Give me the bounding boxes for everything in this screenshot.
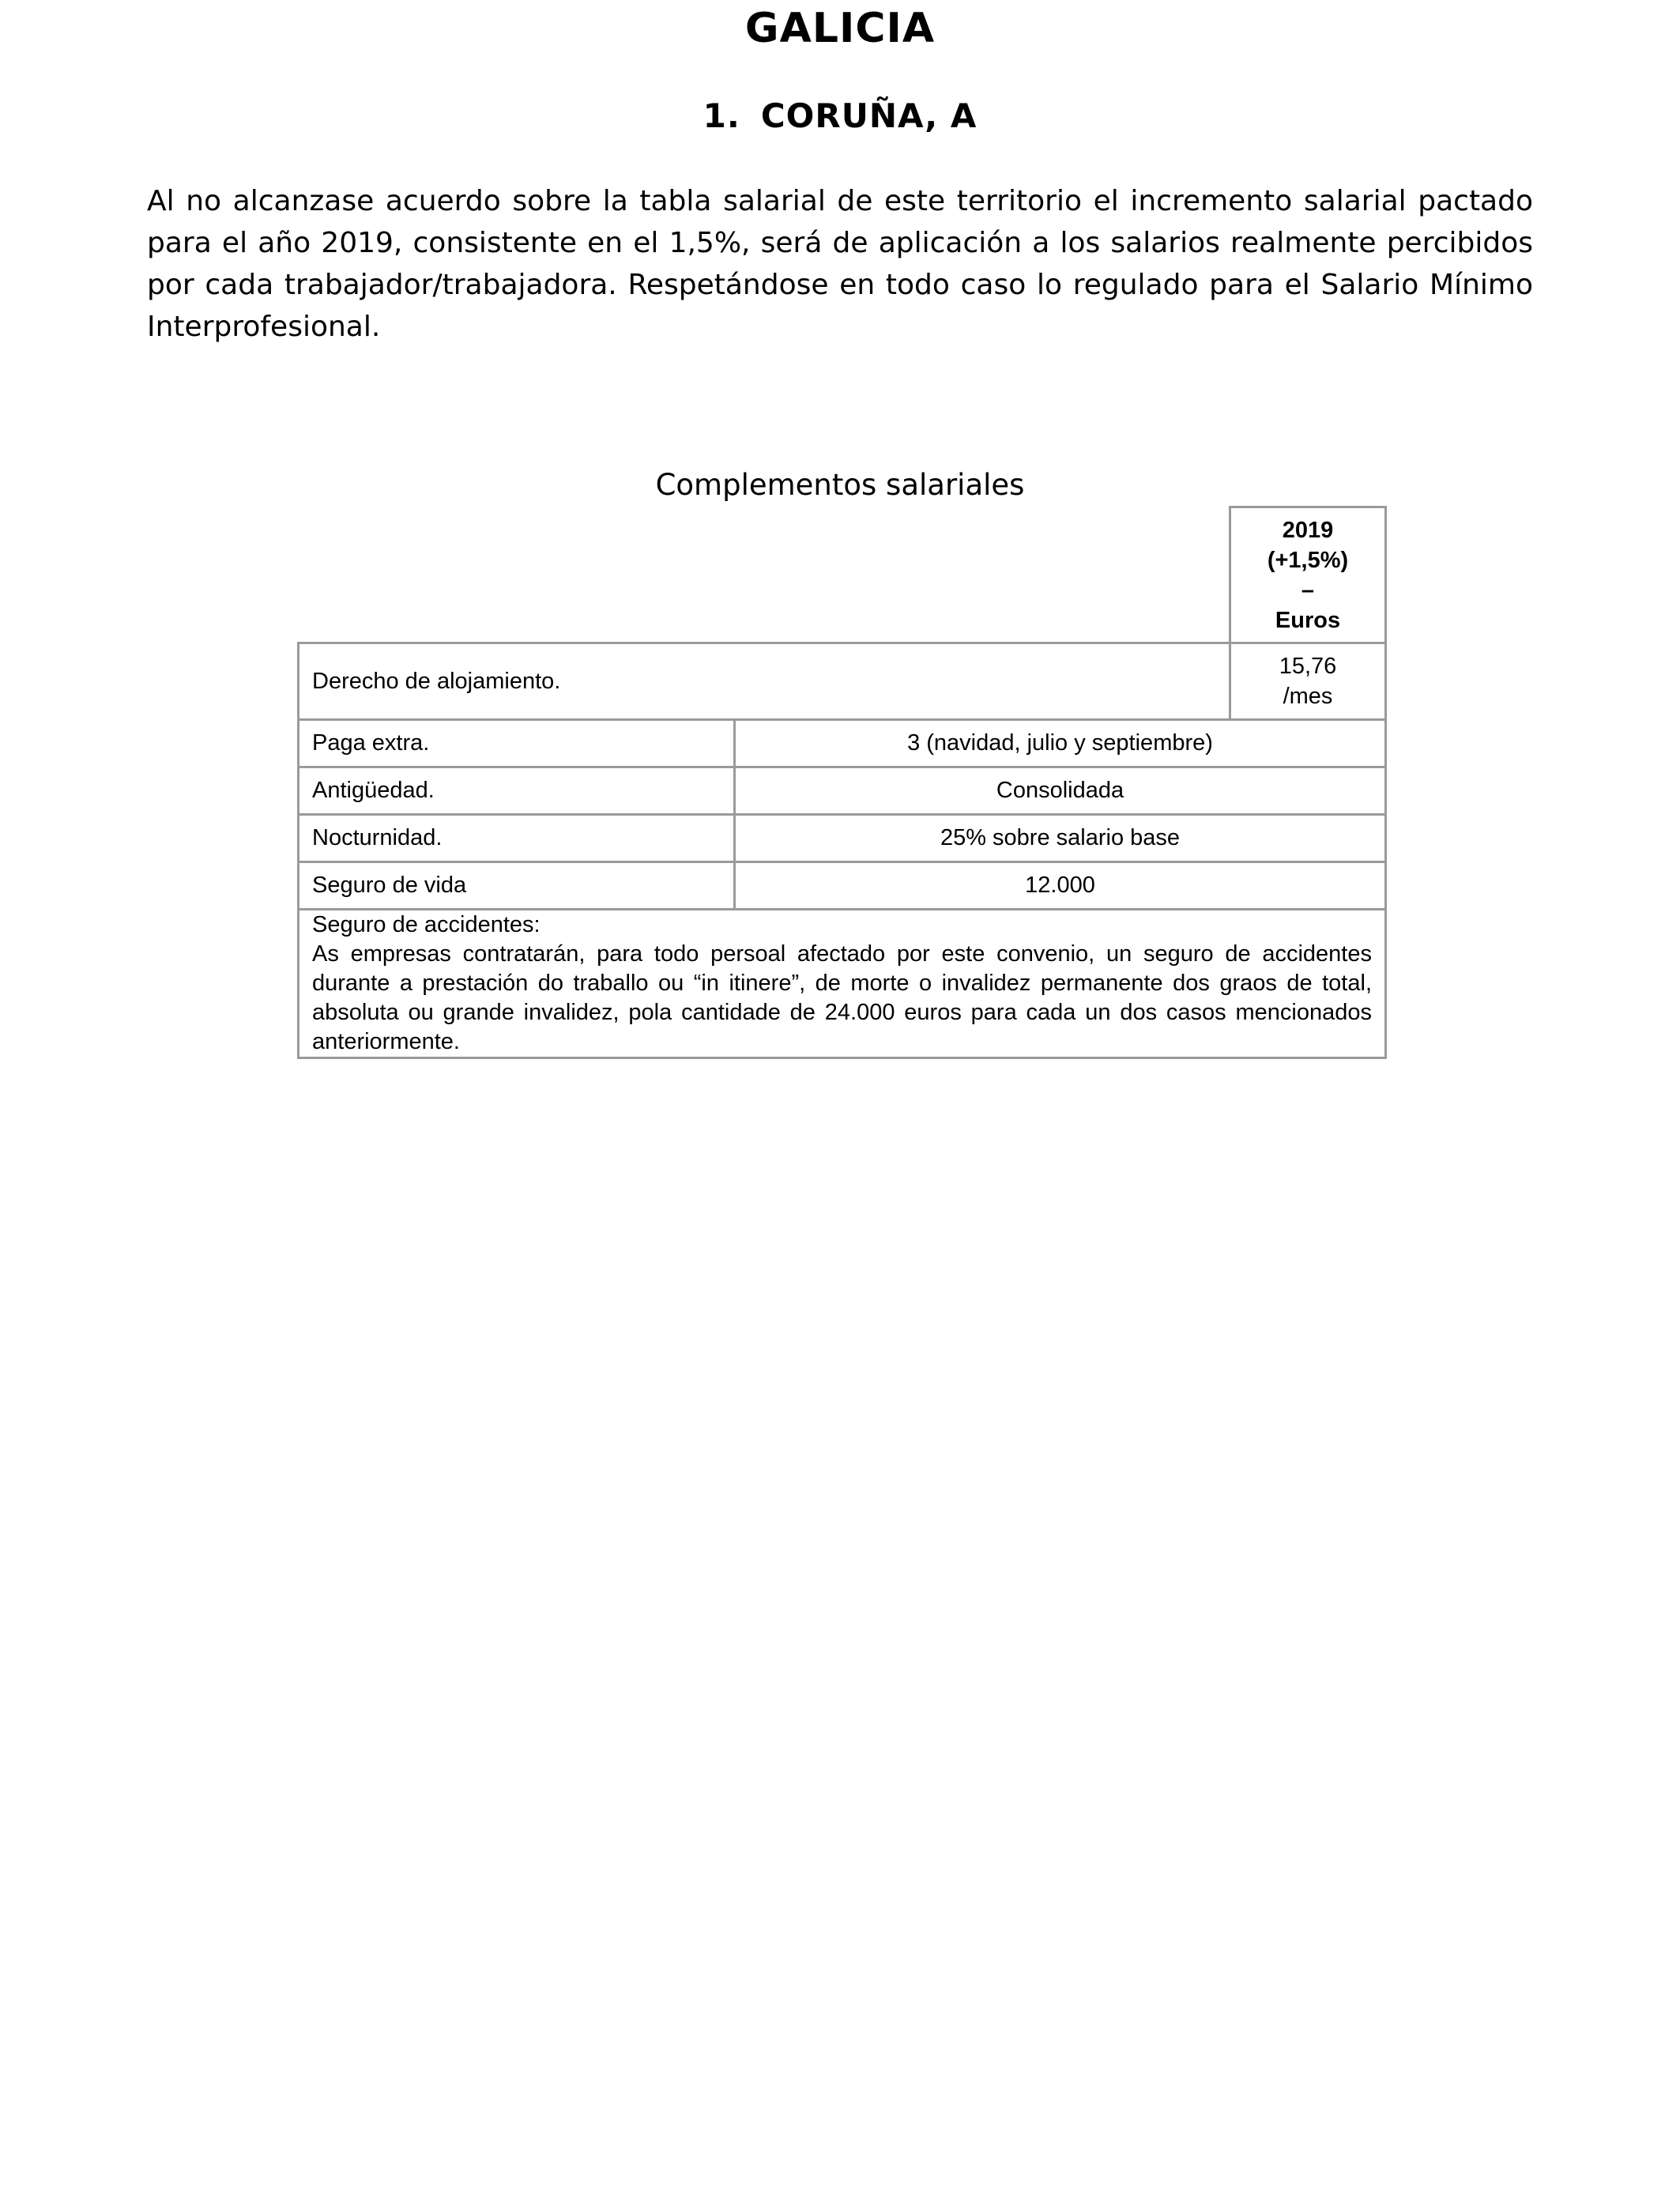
section-title: CORUÑA, A [760,96,977,135]
complementos-table [297,506,1387,1059]
table-row [299,815,1386,862]
intro-paragraph: Al no alcanzase acuerdo sobre la tabla salarial de este territorio el incremento salarial pactado para el año 2019, consistente en el 1,5%, será de aplicación a los salarios realmente percibidos por cada trabajador/trabajadora. Respetándose en todo caso lo regulado para el Salario Mínimo Interprofesional. [147,185,1533,343]
alojamiento-unit: /mes [1283,684,1333,709]
table-row [299,910,1386,1058]
row-label: Nocturnidad. [299,815,735,862]
header-increment: (+1,5%) [1267,547,1349,573]
table-header-row [299,507,1386,643]
section-heading [0,96,1680,135]
table-row [299,862,1386,910]
region-title: GALICIA [744,5,936,52]
alojamiento-amount: 15,76 [1279,654,1337,679]
row-value: 12.000 [735,862,1386,910]
header-year: 2019 [1282,517,1334,543]
header-currency: Euros [1275,607,1341,633]
table-row [299,643,1386,720]
row-value: 3 (navidad, julio y septiembre) [735,720,1386,767]
accidentes-text: As empresas contratarán, para todo persoal afectado por este convenio, un seguro de accidentes durante a prestación do traballo ou “in itinere”, de morte o invalidez permanente dos graos de total, absoluta ou grande invalidez, pola cantidade de 24.000 euros para cada un dos casos mencionados anteriormente. [312,941,1372,1054]
table-row [299,720,1386,767]
header-blank-cell [299,507,1230,643]
table-row [299,767,1386,815]
row-label: Antigüedad. [299,767,735,815]
row-value: Consolidada [735,767,1386,815]
alojamiento-value [1230,643,1386,720]
section-number: 1. [703,96,740,135]
accidentes-title: Seguro de accidentes: [312,912,541,937]
row-label: Seguro de vida [299,862,735,910]
accidentes-cell [299,910,1386,1058]
alojamiento-label: Derecho de alojamiento. [299,643,1230,720]
row-label: Paga extra. [299,720,735,767]
table-caption: Complementos salariales [655,468,1025,502]
row-value: 25% sobre salario base [735,815,1386,862]
header-2019-cell [1230,507,1386,643]
header-dash: – [1301,577,1315,603]
